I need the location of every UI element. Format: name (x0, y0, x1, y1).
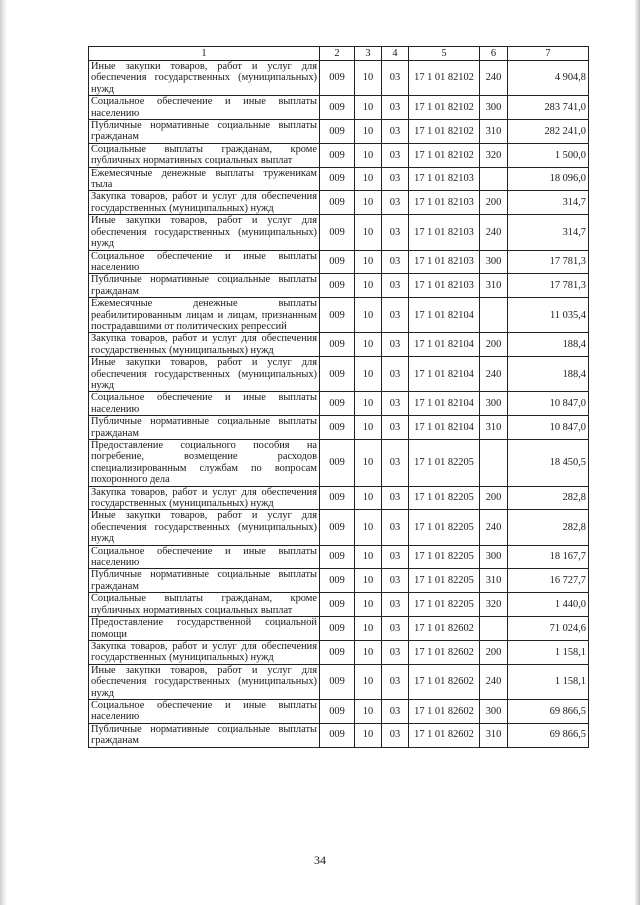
table-row (89, 545, 589, 569)
row-amount-cell: 71 024,6 (508, 617, 589, 641)
row-target-cell: 17 1 01 82104 (409, 333, 480, 357)
row-target-cell: 17 1 01 82102 (409, 61, 480, 96)
row-amount-cell: 10 847,0 (508, 416, 589, 440)
row-section-cell: 10 (355, 545, 382, 569)
row-subsection-cell: 03 (382, 333, 409, 357)
row-kind-cell (480, 298, 508, 333)
row-subsection-cell: 03 (382, 250, 409, 274)
row-subsection-cell: 03 (382, 569, 409, 593)
row-target-cell: 17 1 01 82205 (409, 510, 480, 545)
table-row (89, 664, 589, 699)
row-target-cell: 17 1 01 82103 (409, 274, 480, 298)
row-admin-cell: 009 (320, 593, 355, 617)
row-kind-cell: 320 (480, 143, 508, 167)
col-header-section: 3 (355, 47, 382, 61)
row-amount-cell: 17 781,3 (508, 274, 589, 298)
row-admin-cell: 009 (320, 298, 355, 333)
row-section-cell: 10 (355, 617, 382, 641)
row-section-cell: 10 (355, 416, 382, 440)
table-row (89, 723, 589, 747)
row-amount-cell: 1 158,1 (508, 640, 589, 664)
row-subsection-cell: 03 (382, 593, 409, 617)
row-target-cell: 17 1 01 82205 (409, 569, 480, 593)
row-subsection-cell: 03 (382, 61, 409, 96)
row-kind-cell: 240 (480, 357, 508, 392)
row-name-cell: Публичные нормативные социальные выплаты гражданам (89, 569, 320, 593)
row-amount-cell: 17 781,3 (508, 250, 589, 274)
row-amount-cell: 69 866,5 (508, 699, 589, 723)
row-section-cell: 10 (355, 569, 382, 593)
row-name-cell: Социальное обеспечение и иные выплаты населению (89, 96, 320, 120)
scan-edge-right (634, 0, 640, 905)
row-name-cell: Закупка товаров, работ и услуг для обеспечения государственных (муниципальных) нужд (89, 486, 320, 510)
table-row (89, 167, 589, 191)
table-row (89, 298, 589, 333)
row-name-cell: Иные закупки товаров, работ и услуг для обеспечения государственных (муниципальных) нужд (89, 510, 320, 545)
row-subsection-cell: 03 (382, 143, 409, 167)
row-subsection-cell: 03 (382, 274, 409, 298)
row-section-cell: 10 (355, 510, 382, 545)
row-name-cell: Социальные выплаты гражданам, кроме публичных нормативных социальных выплат (89, 143, 320, 167)
column-number-row (89, 47, 589, 61)
row-target-cell: 17 1 01 82602 (409, 723, 480, 747)
table-row (89, 416, 589, 440)
row-target-cell: 17 1 01 82104 (409, 392, 480, 416)
row-kind-cell: 300 (480, 545, 508, 569)
table-row (89, 593, 589, 617)
row-section-cell: 10 (355, 274, 382, 298)
row-amount-cell: 1 158,1 (508, 664, 589, 699)
row-section-cell: 10 (355, 392, 382, 416)
row-kind-cell: 310 (480, 723, 508, 747)
row-section-cell: 10 (355, 357, 382, 392)
table-row (89, 640, 589, 664)
row-name-cell: Предоставление социального пособия на погребение, возмещение расходов специализированным службам по вопросам похоронного дела (89, 440, 320, 487)
row-target-cell: 17 1 01 82104 (409, 298, 480, 333)
row-subsection-cell: 03 (382, 699, 409, 723)
row-admin-cell: 009 (320, 510, 355, 545)
row-subsection-cell: 03 (382, 357, 409, 392)
row-target-cell: 17 1 01 82102 (409, 120, 480, 144)
row-admin-cell: 009 (320, 664, 355, 699)
row-name-cell: Закупка товаров, работ и услуг для обеспечения государственных (муниципальных) нужд (89, 191, 320, 215)
row-section-cell: 10 (355, 723, 382, 747)
row-admin-cell: 009 (320, 545, 355, 569)
row-kind-cell: 200 (480, 333, 508, 357)
row-admin-cell: 009 (320, 96, 355, 120)
row-amount-cell: 1 440,0 (508, 593, 589, 617)
row-section-cell: 10 (355, 143, 382, 167)
row-amount-cell: 18 167,7 (508, 545, 589, 569)
row-kind-cell (480, 617, 508, 641)
row-admin-cell: 009 (320, 699, 355, 723)
row-section-cell: 10 (355, 215, 382, 250)
table-row (89, 510, 589, 545)
row-subsection-cell: 03 (382, 440, 409, 487)
row-section-cell: 10 (355, 593, 382, 617)
row-admin-cell: 009 (320, 486, 355, 510)
row-admin-cell: 009 (320, 392, 355, 416)
row-amount-cell: 4 904,8 (508, 61, 589, 96)
row-amount-cell: 314,7 (508, 215, 589, 250)
row-amount-cell: 1 500,0 (508, 143, 589, 167)
col-header-kind: 6 (480, 47, 508, 61)
row-amount-cell: 282,8 (508, 510, 589, 545)
row-target-cell: 17 1 01 82103 (409, 191, 480, 215)
row-subsection-cell: 03 (382, 392, 409, 416)
row-kind-cell: 240 (480, 664, 508, 699)
row-subsection-cell: 03 (382, 545, 409, 569)
row-name-cell: Социальное обеспечение и иные выплаты населению (89, 250, 320, 274)
row-name-cell: Публичные нормативные социальные выплаты гражданам (89, 416, 320, 440)
row-section-cell: 10 (355, 486, 382, 510)
budget-table (88, 46, 589, 748)
row-amount-cell: 18 096,0 (508, 167, 589, 191)
row-name-cell: Ежемесячные денежные выплаты реабилитированным лицам и лицам, признанным пострадавшими от политических репрессий (89, 298, 320, 333)
row-section-cell: 10 (355, 96, 382, 120)
row-kind-cell: 200 (480, 191, 508, 215)
row-kind-cell: 200 (480, 486, 508, 510)
row-amount-cell: 10 847,0 (508, 392, 589, 416)
row-name-cell: Публичные нормативные социальные выплаты гражданам (89, 723, 320, 747)
row-amount-cell: 188,4 (508, 333, 589, 357)
row-subsection-cell: 03 (382, 510, 409, 545)
row-kind-cell (480, 167, 508, 191)
row-admin-cell: 009 (320, 723, 355, 747)
row-kind-cell: 310 (480, 274, 508, 298)
row-target-cell: 17 1 01 82602 (409, 617, 480, 641)
row-admin-cell: 009 (320, 640, 355, 664)
col-header-admin: 2 (320, 47, 355, 61)
row-admin-cell: 009 (320, 250, 355, 274)
row-amount-cell: 282 241,0 (508, 120, 589, 144)
row-kind-cell: 240 (480, 215, 508, 250)
row-admin-cell: 009 (320, 120, 355, 144)
row-section-cell: 10 (355, 664, 382, 699)
row-section-cell: 10 (355, 640, 382, 664)
row-admin-cell: 009 (320, 215, 355, 250)
row-section-cell: 10 (355, 191, 382, 215)
row-kind-cell: 300 (480, 699, 508, 723)
table-row (89, 61, 589, 96)
row-admin-cell: 009 (320, 167, 355, 191)
row-kind-cell: 310 (480, 416, 508, 440)
row-name-cell: Иные закупки товаров, работ и услуг для обеспечения государственных (муниципальных) нужд (89, 357, 320, 392)
row-target-cell: 17 1 01 82103 (409, 167, 480, 191)
row-target-cell: 17 1 01 82205 (409, 593, 480, 617)
row-target-cell: 17 1 01 82602 (409, 699, 480, 723)
table-row (89, 250, 589, 274)
table-row (89, 440, 589, 487)
row-amount-cell: 188,4 (508, 357, 589, 392)
col-header-target: 5 (409, 47, 480, 61)
row-target-cell: 17 1 01 82103 (409, 215, 480, 250)
row-subsection-cell: 03 (382, 640, 409, 664)
row-kind-cell: 310 (480, 120, 508, 144)
table-row (89, 357, 589, 392)
row-subsection-cell: 03 (382, 191, 409, 215)
row-target-cell: 17 1 01 82205 (409, 440, 480, 487)
row-subsection-cell: 03 (382, 96, 409, 120)
row-admin-cell: 009 (320, 143, 355, 167)
table-row (89, 392, 589, 416)
row-section-cell: 10 (355, 699, 382, 723)
row-subsection-cell: 03 (382, 120, 409, 144)
row-name-cell: Иные закупки товаров, работ и услуг для обеспечения государственных (муниципальных) нужд (89, 215, 320, 250)
row-admin-cell: 009 (320, 569, 355, 593)
col-header-subsection: 4 (382, 47, 409, 61)
row-section-cell: 10 (355, 120, 382, 144)
table-row (89, 120, 589, 144)
table-row (89, 486, 589, 510)
row-kind-cell (480, 440, 508, 487)
row-kind-cell: 200 (480, 640, 508, 664)
row-target-cell: 17 1 01 82205 (409, 486, 480, 510)
scan-edge-left (0, 0, 7, 905)
row-subsection-cell: 03 (382, 167, 409, 191)
col-header-name: 1 (89, 47, 320, 61)
row-subsection-cell: 03 (382, 215, 409, 250)
row-target-cell: 17 1 01 82102 (409, 96, 480, 120)
table-row (89, 333, 589, 357)
row-section-cell: 10 (355, 61, 382, 96)
row-subsection-cell: 03 (382, 416, 409, 440)
row-name-cell: Социальное обеспечение и иные выплаты населению (89, 699, 320, 723)
page-number: 34 (314, 853, 326, 867)
row-kind-cell: 320 (480, 593, 508, 617)
row-amount-cell: 18 450,5 (508, 440, 589, 487)
row-name-cell: Социальное обеспечение и иные выплаты населению (89, 545, 320, 569)
table-row (89, 143, 589, 167)
row-name-cell: Социальные выплаты гражданам, кроме публичных нормативных социальных выплат (89, 593, 320, 617)
row-target-cell: 17 1 01 82104 (409, 357, 480, 392)
row-admin-cell: 009 (320, 440, 355, 487)
row-name-cell: Социальное обеспечение и иные выплаты населению (89, 392, 320, 416)
row-name-cell: Публичные нормативные социальные выплаты гражданам (89, 274, 320, 298)
row-target-cell: 17 1 01 82104 (409, 416, 480, 440)
row-kind-cell: 240 (480, 510, 508, 545)
row-subsection-cell: 03 (382, 298, 409, 333)
row-target-cell: 17 1 01 82602 (409, 664, 480, 699)
row-amount-cell: 11 035,4 (508, 298, 589, 333)
table-row (89, 699, 589, 723)
row-target-cell: 17 1 01 82602 (409, 640, 480, 664)
row-amount-cell: 282,8 (508, 486, 589, 510)
row-section-cell: 10 (355, 440, 382, 487)
row-amount-cell: 16 727,7 (508, 569, 589, 593)
row-name-cell: Закупка товаров, работ и услуг для обеспечения государственных (муниципальных) нужд (89, 333, 320, 357)
row-admin-cell: 009 (320, 617, 355, 641)
row-target-cell: 17 1 01 82103 (409, 250, 480, 274)
row-subsection-cell: 03 (382, 723, 409, 747)
row-kind-cell: 300 (480, 392, 508, 416)
row-section-cell: 10 (355, 298, 382, 333)
row-kind-cell: 310 (480, 569, 508, 593)
row-admin-cell: 009 (320, 416, 355, 440)
table-row (89, 617, 589, 641)
row-admin-cell: 009 (320, 357, 355, 392)
row-kind-cell: 240 (480, 61, 508, 96)
row-target-cell: 17 1 01 82102 (409, 143, 480, 167)
row-amount-cell: 283 741,0 (508, 96, 589, 120)
row-section-cell: 10 (355, 167, 382, 191)
table-row (89, 274, 589, 298)
table-row (89, 191, 589, 215)
row-subsection-cell: 03 (382, 617, 409, 641)
row-admin-cell: 009 (320, 191, 355, 215)
row-kind-cell: 300 (480, 250, 508, 274)
row-admin-cell: 009 (320, 274, 355, 298)
table-body (89, 61, 589, 748)
row-name-cell: Публичные нормативные социальные выплаты гражданам (89, 120, 320, 144)
row-name-cell: Ежемесячные денежные выплаты труженикам тыла (89, 167, 320, 191)
row-admin-cell: 009 (320, 61, 355, 96)
row-admin-cell: 009 (320, 333, 355, 357)
table-row (89, 215, 589, 250)
row-name-cell: Иные закупки товаров, работ и услуг для обеспечения государственных (муниципальных) нужд (89, 61, 320, 96)
row-target-cell: 17 1 01 82205 (409, 545, 480, 569)
table-row (89, 569, 589, 593)
row-name-cell: Иные закупки товаров, работ и услуг для обеспечения государственных (муниципальных) нужд (89, 664, 320, 699)
row-amount-cell: 314,7 (508, 191, 589, 215)
row-amount-cell: 69 866,5 (508, 723, 589, 747)
row-subsection-cell: 03 (382, 664, 409, 699)
row-section-cell: 10 (355, 333, 382, 357)
row-section-cell: 10 (355, 250, 382, 274)
col-header-amount: 7 (508, 47, 589, 61)
row-name-cell: Закупка товаров, работ и услуг для обеспечения государственных (муниципальных) нужд (89, 640, 320, 664)
row-subsection-cell: 03 (382, 486, 409, 510)
table-row (89, 96, 589, 120)
row-kind-cell: 300 (480, 96, 508, 120)
row-name-cell: Предоставление государственной социальной помощи (89, 617, 320, 641)
